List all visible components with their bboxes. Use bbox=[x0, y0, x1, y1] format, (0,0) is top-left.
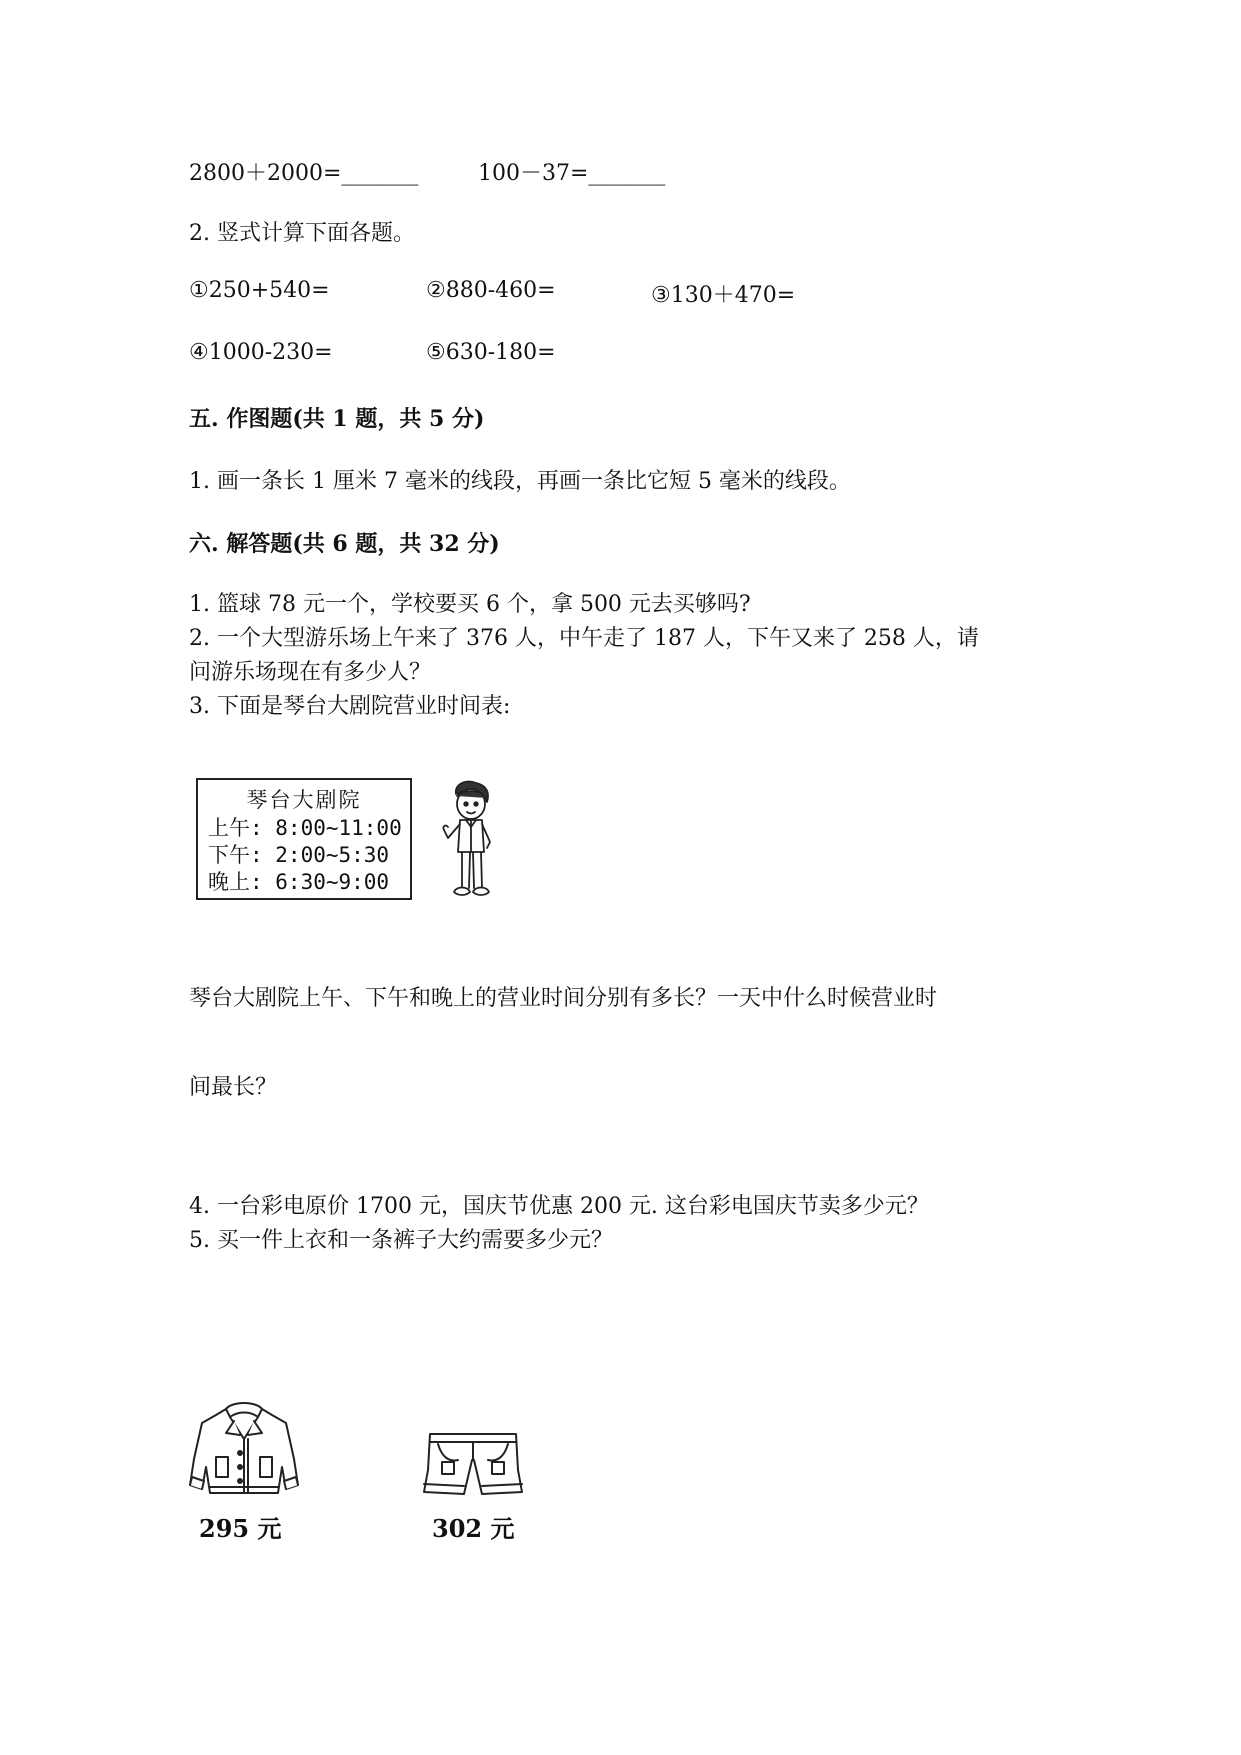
schedule-row-morning: 上午: 8:00~11:00 bbox=[208, 816, 402, 840]
question-title: 2. 竖式计算下面各题。 bbox=[189, 221, 415, 246]
question-text: 琴台大剧院上午、下午和晚上的营业时间分别有多长？一天中什么时候营业时 bbox=[189, 986, 938, 1011]
calc-q1-right: 100－37=_______ bbox=[478, 161, 666, 186]
section-heading: 六. 解答题(共 6 题，共 32 分) bbox=[189, 531, 500, 557]
section-heading: 五. 作图题(共 1 题，共 5 分) bbox=[189, 406, 485, 432]
vertical-calc-item: ④1000-230= bbox=[189, 340, 333, 365]
question-text: 间最长？ bbox=[189, 1075, 278, 1100]
question-text: 2. 一个大型游乐场上午来了 376 人，中午走了 187 人，下午又来了 258 人，请 bbox=[189, 626, 979, 651]
vertical-calc-item: ①250+540= bbox=[189, 278, 330, 303]
question-text: 问游乐场现在有多少人？ bbox=[189, 660, 432, 685]
shorts-icon bbox=[420, 1430, 526, 1498]
vertical-calc-item: ③130＋470= bbox=[651, 283, 796, 308]
vertical-calc-item: ⑤630-180= bbox=[426, 340, 556, 365]
question-text: 3. 下面是琴台大剧院营业时间表: bbox=[189, 694, 511, 719]
question-text: 4. 一台彩电原价 1700 元，国庆节优惠 200 元. 这台彩电国庆节卖多少元？ bbox=[189, 1194, 929, 1219]
vertical-calc-item: ②880-460= bbox=[426, 278, 556, 303]
question-text: 5. 买一件上衣和一条裤子大约需要多少元？ bbox=[189, 1228, 613, 1253]
jacket-price: 295 元 bbox=[199, 1514, 282, 1543]
boy-illustration bbox=[440, 780, 502, 905]
question-text: 1. 画一条长 1 厘米 7 毫米的线段，再画一条比它短 5 毫米的线段。 bbox=[189, 469, 851, 494]
theatre-schedule-box bbox=[196, 778, 412, 900]
schedule-row-evening: 晚上: 6:30~9:00 bbox=[208, 870, 390, 894]
calc-q1-left: 2800＋2000=_______ bbox=[189, 161, 419, 186]
question-text: 1. 篮球 78 元一个，学校要买 6 个，拿 500 元去买够吗? bbox=[189, 592, 751, 617]
schedule-title: 琴台大剧院 bbox=[246, 788, 362, 812]
jacket-icon bbox=[188, 1397, 300, 1497]
shorts-price: 302 元 bbox=[432, 1514, 515, 1543]
schedule-row-afternoon: 下午: 2:00~5:30 bbox=[208, 843, 390, 867]
